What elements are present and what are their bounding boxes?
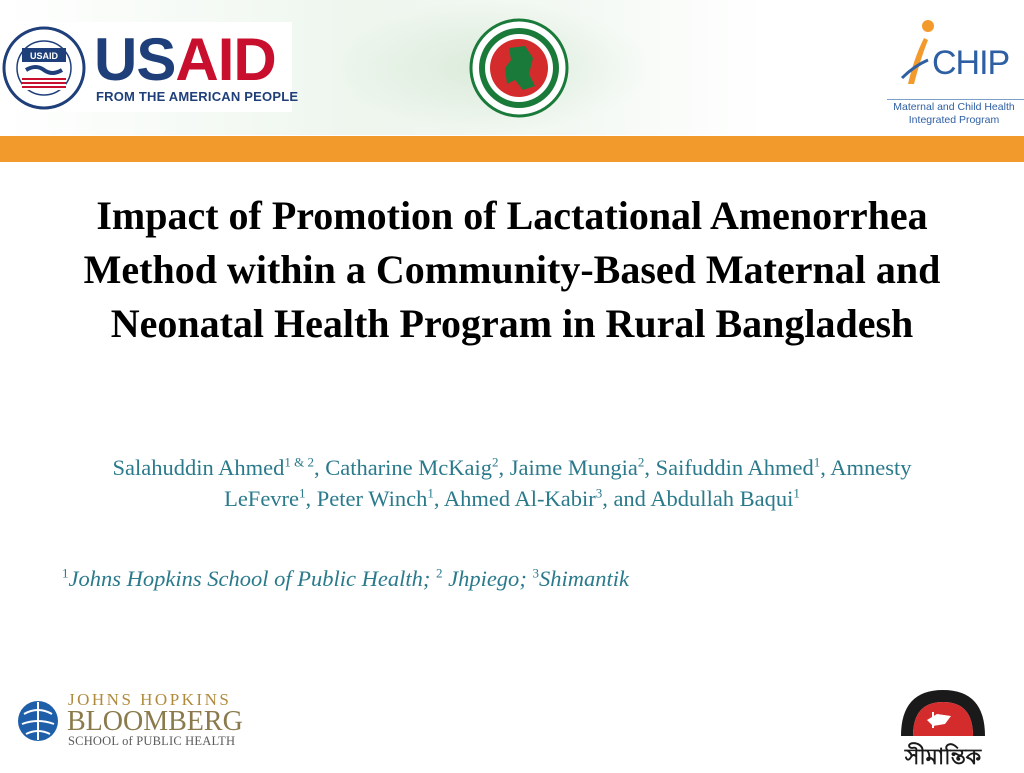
author-affiliation-marker: 1	[793, 485, 800, 501]
bangladesh-seal	[467, 18, 571, 123]
author-affiliation-marker: 2	[492, 454, 499, 470]
usaid-tagline: FROM THE AMERICAN PEOPLE	[96, 89, 299, 104]
mchip-subtitle-line1: Maternal and Child Health	[893, 101, 1015, 113]
jhsph-logo	[16, 688, 246, 754]
author-affiliation-marker: 1 & 2	[284, 454, 314, 470]
author-name: Amnesty LeFevre	[224, 455, 912, 511]
author-name: Catharine McKaig	[325, 455, 493, 480]
usaid-seal-icon	[2, 26, 86, 110]
author-name: Saifuddin Ahmed	[655, 455, 814, 480]
author-separator: ,	[644, 455, 656, 480]
affiliation-separator: ;	[519, 566, 533, 591]
mchip-subtitle	[884, 101, 1024, 127]
affiliation-name: Jhpiego	[442, 566, 520, 591]
orange-divider-bar	[0, 136, 1024, 162]
author-affiliation-marker: 3	[595, 485, 603, 501]
jhsph-line2: BLOOMBERG	[67, 706, 243, 737]
shimantik-emblem-icon	[893, 684, 993, 768]
affiliation-marker: 1	[62, 565, 69, 581]
author-separator: ,	[305, 486, 317, 511]
mchip-name: CHIP	[932, 44, 1010, 82]
author-affiliation-marker: 2	[637, 454, 645, 470]
mchip-divider	[887, 99, 1024, 100]
usaid-us-text: US	[94, 26, 176, 93]
author-separator: , and	[602, 486, 651, 511]
author-separator: ,	[498, 455, 510, 480]
author-affiliation-marker: 1	[299, 485, 306, 501]
author-separator: ,	[820, 455, 831, 480]
shimantik-logo	[893, 684, 993, 768]
author-separator: ,	[313, 455, 326, 480]
affiliation-name: Johns Hopkins School of Public Health	[68, 566, 423, 591]
usaid-aid-text: AID	[175, 26, 276, 93]
author-affiliation-marker: 1	[813, 454, 821, 470]
affiliation-marker: 3	[532, 565, 539, 581]
author-list	[60, 452, 964, 514]
author-name: Ahmed Al-Kabir	[443, 486, 596, 511]
affiliation-separator: ;	[422, 566, 436, 591]
slide-title: Impact of Promotion of Lactational Amenorrhea Method within a Community-Based Maternal and Neonatal Health Program in Rural Bangladesh	[83, 193, 941, 346]
jhsph-line1: JOHNS HOPKINS	[68, 690, 232, 709]
jhsph-line3: SCHOOL of PUBLIC HEALTH	[68, 734, 236, 748]
shimantik-wordmark: সীমান্তিক	[904, 745, 982, 768]
usaid-logo	[0, 22, 299, 112]
jhsph-globe-icon	[16, 692, 60, 750]
usaid-wordmark	[94, 26, 276, 93]
author-name: Jaime Mungia	[509, 455, 638, 480]
author-name: Abdullah Baqui	[650, 486, 794, 511]
author-separator: ,	[433, 486, 444, 511]
affiliation-list	[62, 563, 962, 594]
author-name: Salahuddin Ahmed	[112, 455, 285, 480]
bangladesh-seal-icon	[467, 18, 571, 118]
author-name: Peter Winch	[316, 486, 428, 511]
mchip-subtitle-line2: Integrated Program	[908, 114, 1000, 126]
author-affiliation-marker: 1	[427, 485, 434, 501]
affiliation-name: Shimantik	[538, 566, 629, 591]
svg-text:USAID: USAID	[29, 51, 59, 61]
mchip-logo	[884, 18, 1024, 130]
affiliation-marker: 2	[435, 565, 443, 581]
